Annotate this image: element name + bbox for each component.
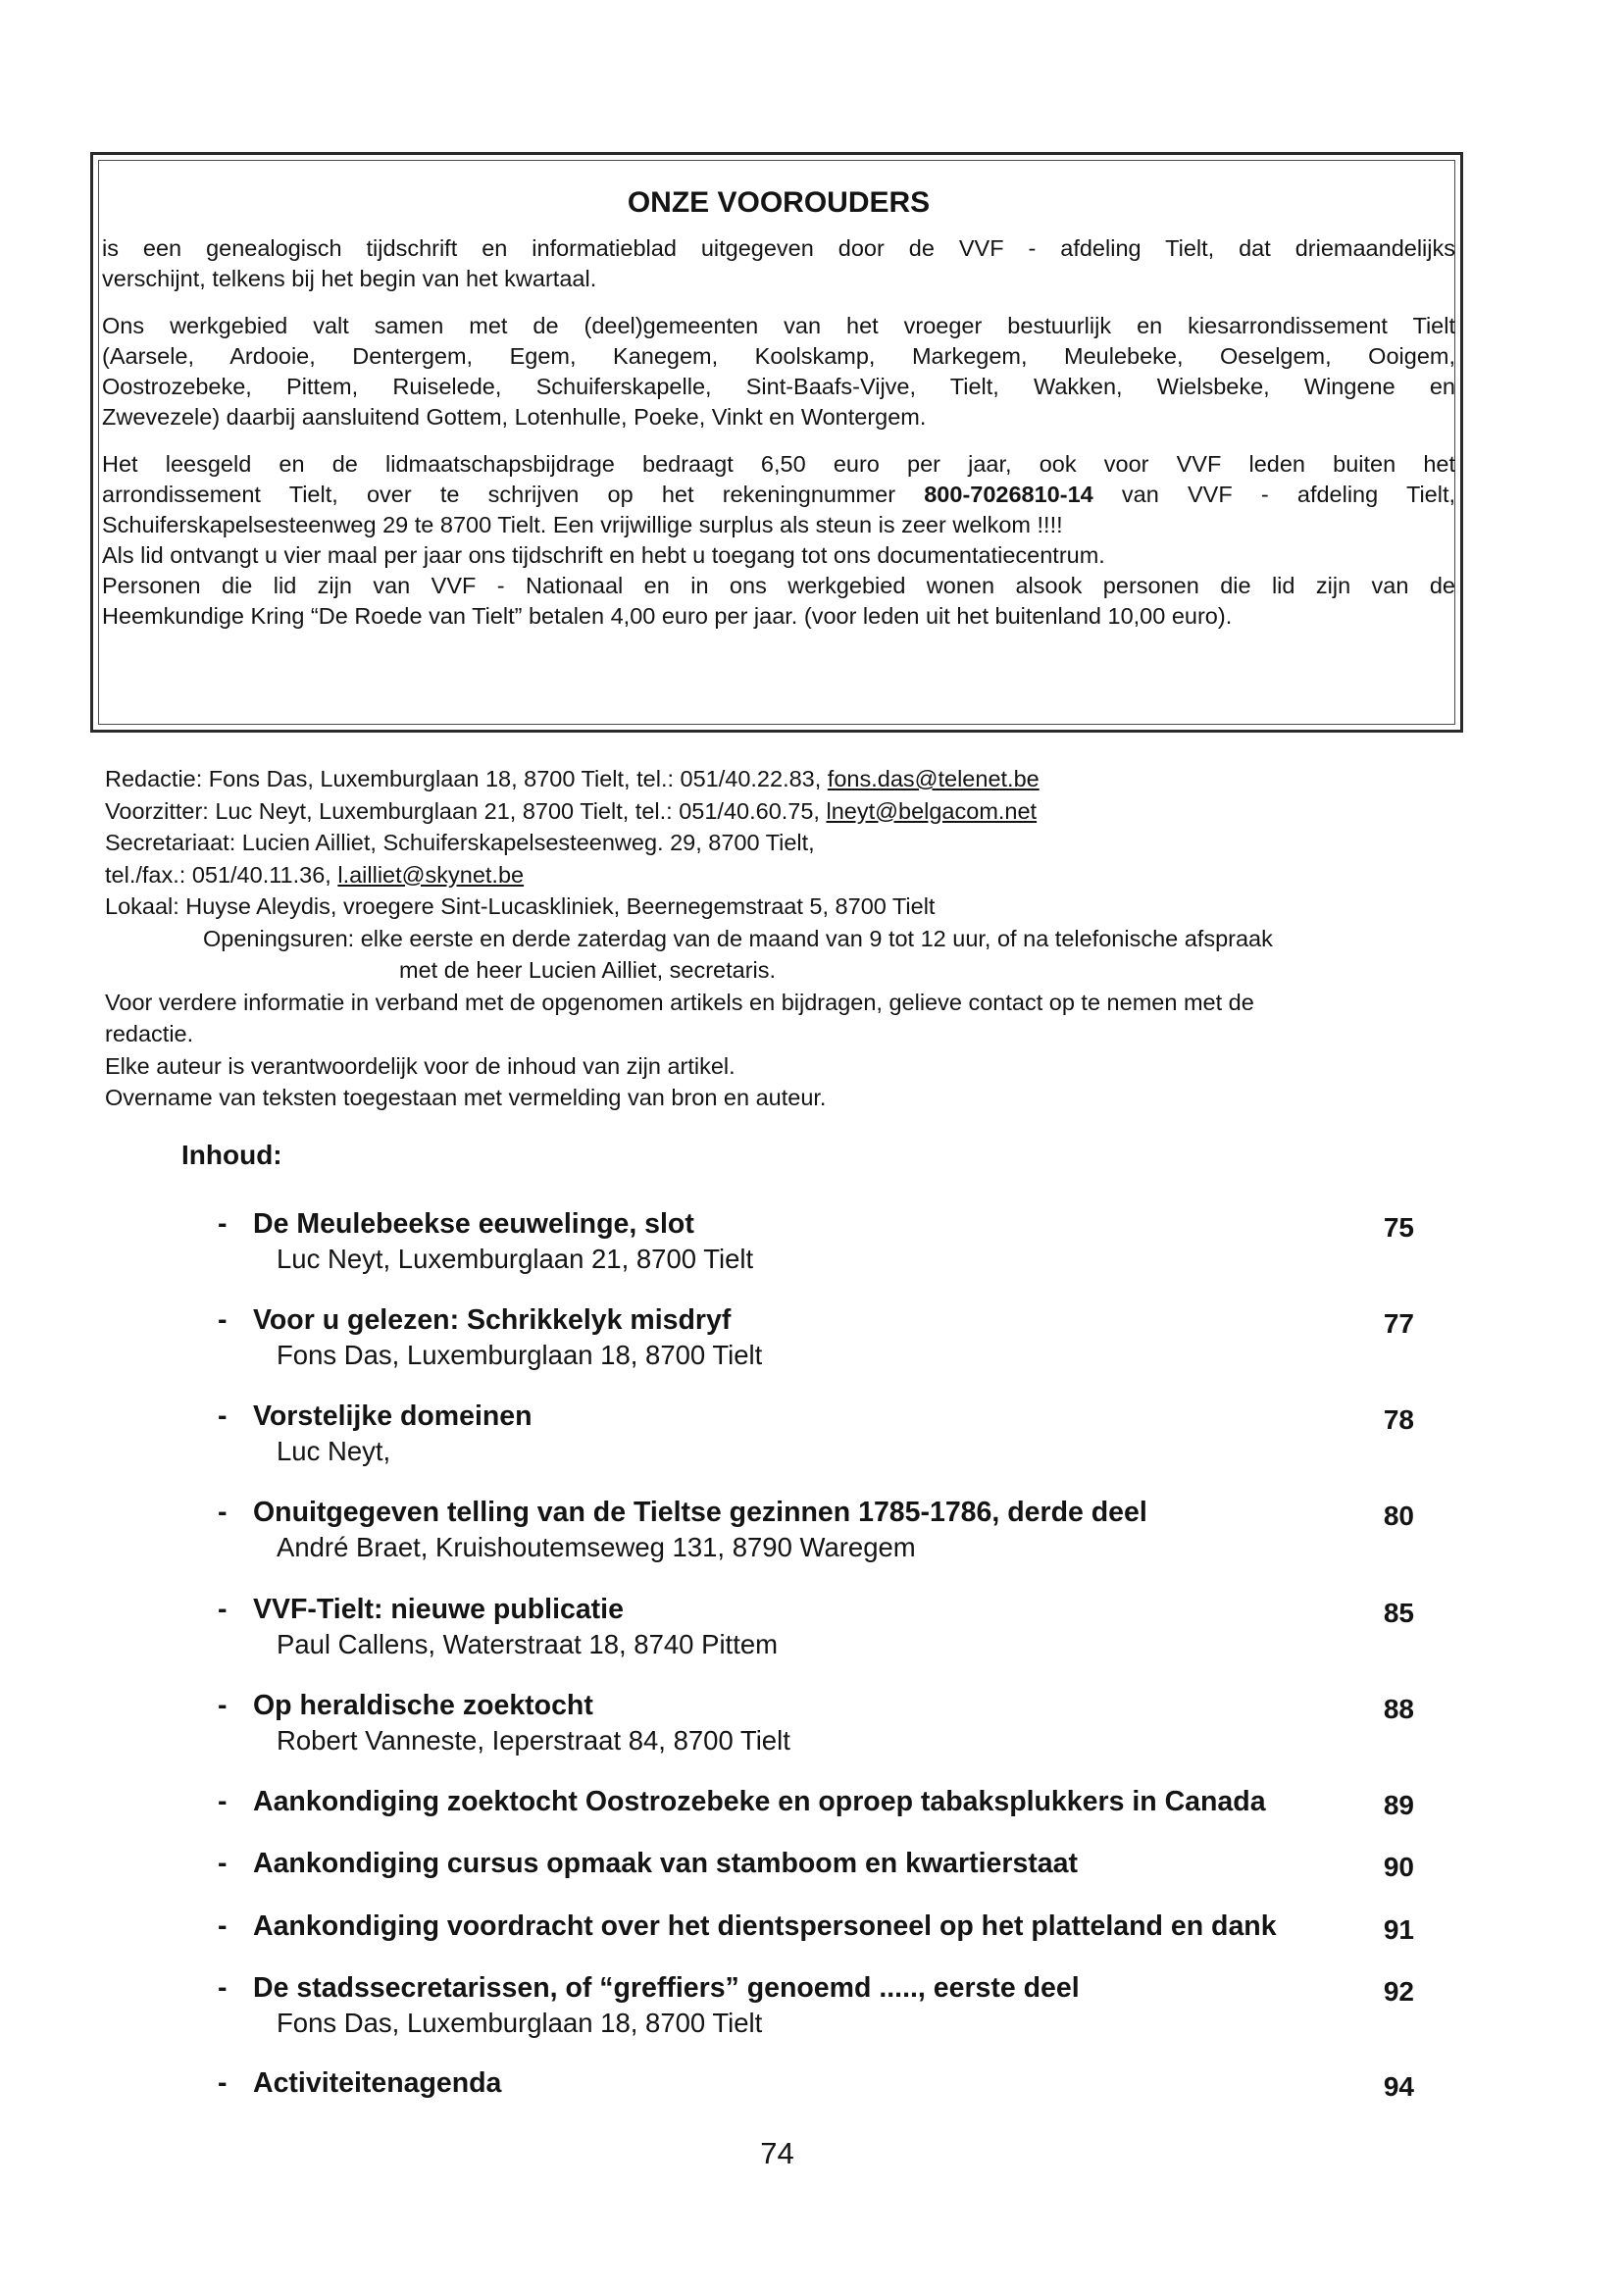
toc-page: 80	[1383, 1501, 1414, 1531]
toc-page: 75	[1383, 1212, 1414, 1243]
membership-line	[102, 480, 1455, 510]
toc-title: VVF-Tielt: nieuwe publicatie	[253, 1594, 624, 1625]
info-line: Voor verdere informatie in verband met de opgenomen artikels en bijdragen, gelieve contact op te nemen met de	[105, 989, 1254, 1015]
lokaal-line: Lokaal: Huyse Aleydis, vroegere Sint-Lucaskliniek, Beernegemstraat 5, 8700 Tielt	[105, 893, 936, 919]
magazine-title: ONZE VOOROUDERS	[627, 186, 931, 219]
openingsuren-line-2: met de heer Lucien Ailliet, secretaris.	[399, 957, 777, 983]
toc-author: Robert Vanneste, Ieperstraat 84, 8700 Tielt	[277, 1725, 790, 1756]
toc-page: 85	[1383, 1598, 1414, 1628]
werkgebied-line: Oostrozebeke, Pittem, Ruiselede, Schuiferskapelle, Sint-Baafs-Vijve, Tielt, Wakken, Wielsbeke, Wingene en	[102, 374, 1455, 399]
auteur-line: Elke auteur is verantwoordelijk voor de inhoud van zijn artikel.	[105, 1052, 736, 1079]
toc-title: Onuitgegeven telling van de Tieltse gezinnen 1785-1786, derde deel	[253, 1497, 1147, 1528]
toc-bullet: -	[218, 1910, 228, 1942]
redactie-line	[105, 763, 1468, 795]
werkgebied-line: Zwevezele) daarbij aansluitend Gottem, Lotenhulle, Poeke, Vinkt en Wontergem.	[102, 404, 927, 430]
toc-author: André Braet, Kruishoutemseweg 131, 8790 Waregem	[277, 1532, 916, 1562]
toc-title: Aankondiging voordracht over het dientspersoneel op het platteland en dank	[253, 1910, 1277, 1942]
info-box	[102, 187, 1455, 632]
toc-title: Aankondiging zoektocht Oostrozebeke en oproep tabaksplukkers in Canada	[253, 1786, 1266, 1817]
contact-block	[105, 763, 1468, 1114]
toc-page: 90	[1383, 1852, 1414, 1882]
toc-author: Fons Das, Luxemburglaan 18, 8700 Tielt	[277, 2008, 763, 2038]
membership-line: Schuiferskapelsesteenweg 29 te 8700 Tielt. Een vrijwillige surplus als steun is zeer welkom !!!!	[102, 512, 1063, 537]
toc-title: Activiteitenagenda	[253, 2067, 502, 2099]
werkgebied-line: Ons werkgebied valt samen met de (deel)gemeenten van het vroeger bestuurlijk en kiesarrondissement Tielt	[102, 313, 1455, 338]
toc-title: De stadssecretarissen, of “greffiers” genoemd ....., eerste deel	[253, 1972, 1080, 2004]
werkgebied-line: (Aarsele, Ardooie, Dentergem, Egem, Kanegem, Koolskamp, Markegem, Meulebeke, Oeselgem, Ooigem,	[102, 343, 1455, 369]
membership-line: Als lid ontvangt u vier maal per jaar ons tijdschrift en hebt u toegang tot ons documentatiecentrum.	[102, 542, 1105, 568]
page-number: 74	[760, 2136, 794, 2170]
toc-bullet: -	[218, 1594, 228, 1625]
membership-line: Heemkundige Kring “De Roede van Tielt” betalen 4,00 euro per jaar. (voor leden uit het buitenland 10,00 euro).	[102, 603, 1233, 629]
membership-text: arrondissement Tielt, over te schrijven op het rekeningnummer	[102, 482, 896, 507]
toc-page: 92	[1383, 1976, 1414, 2007]
toc-title: Aankondiging cursus opmaak van stamboom en kwartierstaat	[253, 1848, 1078, 1879]
voorzitter-line	[105, 795, 1468, 828]
toc-bullet: -	[218, 1972, 228, 2004]
membership-line: Het leesgeld en de lidmaatschapsbijdrage bedraagt 6,50 euro per jaar, ook voor VVF leden buiten het	[102, 451, 1455, 477]
toc-bullet: -	[218, 1400, 228, 1432]
secretariaat-email-link[interactable]: l.ailliet@skynet.be	[337, 861, 525, 888]
voorzitter-email-link[interactable]: lneyt@belgacom.net	[826, 797, 1038, 824]
redactie-email-link[interactable]: fons.das@telenet.be	[827, 766, 1040, 791]
toc-page: 94	[1383, 2071, 1414, 2102]
toc-bullet: -	[218, 1786, 228, 1817]
telfax-text: tel./fax.: 051/40.11.36,	[105, 861, 338, 888]
intro-line: is een genealogisch tijdschrift en informatieblad uitgegeven door de VVF - afdeling Tielt, dat driemaandelijks	[102, 235, 1455, 261]
toc-bullet: -	[218, 1497, 228, 1528]
werkgebied-paragraph	[102, 311, 1455, 433]
toc-page: 89	[1383, 1790, 1414, 1820]
toc-page: 78	[1383, 1404, 1414, 1435]
toc-title: Op heraldische zoektocht	[253, 1690, 593, 1721]
toc-page: 77	[1383, 1308, 1414, 1339]
contents-heading: Inhoud:	[181, 1140, 282, 1170]
toc-page: 91	[1383, 1914, 1414, 1945]
toc-bullet: -	[218, 2067, 228, 2099]
toc-author: Luc Neyt,	[277, 1436, 391, 1466]
secretariaat-line: Secretariaat: Lucien Ailliet, Schuiferskapelsesteenweg. 29, 8700 Tielt,	[105, 830, 815, 855]
intro-line: verschijnt, telkens bij het begin van het kwartaal.	[102, 266, 597, 291]
openingsuren-line: Openingsuren: elke eerste en derde zaterdag van de maand van 9 tot 12 uur, of na telefonische afspraak	[203, 925, 1273, 951]
telfax-line	[105, 859, 1468, 891]
membership-paragraph	[102, 449, 1455, 632]
toc-author: Paul Callens, Waterstraat 18, 8740 Pittem	[277, 1629, 779, 1659]
toc-bullet: -	[218, 1690, 228, 1721]
toc-bullet: -	[218, 1208, 228, 1240]
account-number: 800-7026810-14	[924, 482, 1093, 507]
info-line-2: redactie.	[105, 1021, 194, 1046]
toc-bullet: -	[218, 1848, 228, 1879]
membership-text: van VVF - afdeling Tielt,	[1121, 482, 1456, 507]
toc-author: Fons Das, Luxemburglaan 18, 8700 Tielt	[277, 1340, 763, 1370]
toc-title: Voor u gelezen: Schrikkelyk misdryf	[253, 1304, 732, 1336]
toc-bullet: -	[218, 1304, 228, 1336]
toc-title: De Meulebeekse eeuwelinge, slot	[253, 1208, 694, 1240]
membership-line: Personen die lid zijn van VVF - Nationaal en in ons werkgebied wonen alsook personen die lid zijn van de	[102, 573, 1455, 598]
overname-line: Overname van teksten toegestaan met vermelding van bron en auteur.	[105, 1085, 827, 1110]
redactie-text: Redactie: Fons Das, Luxemburglaan 18, 8700 Tielt, tel.: 051/40.22.83,	[105, 766, 828, 791]
toc-page: 88	[1383, 1694, 1414, 1724]
voorzitter-text: Voorzitter: Luc Neyt, Luxemburglaan 21, 8700 Tielt, tel.: 051/40.60.75,	[105, 797, 827, 824]
toc-title: Vorstelijke domeinen	[253, 1400, 533, 1432]
toc-author: Luc Neyt, Luxemburglaan 21, 8700 Tielt	[277, 1244, 754, 1274]
intro-paragraph	[102, 233, 1455, 294]
